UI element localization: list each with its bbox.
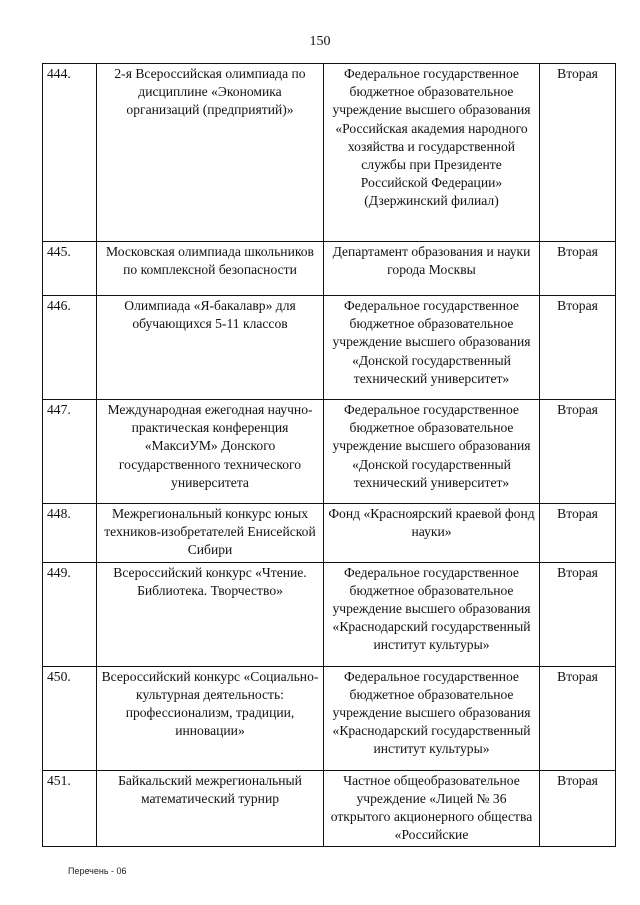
event-name: Байкальский межрегиональный математический турнир	[97, 770, 324, 847]
organizer: Федеральное государственное бюджетное образовательное учреждение высшего образования «Краснодарский государственный институт культуры»	[324, 666, 540, 770]
table-row	[43, 242, 616, 296]
organizer: Фонд «Красноярский краевой фонд науки»	[324, 504, 540, 563]
page-number: 150	[309, 34, 331, 49]
table-row	[43, 770, 616, 847]
level: Вторая	[540, 666, 616, 770]
event-name: Олимпиада «Я-бакалавр» для обучающихся 5-11 классов	[97, 296, 324, 400]
organizer: Федеральное государственное бюджетное образовательное учреждение высшего образования «Донской государственный технический университет»	[324, 296, 540, 400]
event-name: Международная ежегодная научно-практическая конференция «МаксиУМ» Донского государственного технического университета	[97, 400, 324, 504]
event-name: Всероссийский конкурс «Социально-культурная деятельность: профессионализм, традиции, инновации»	[97, 666, 324, 770]
row-number: 447.	[43, 400, 97, 504]
table-row	[43, 296, 616, 400]
row-number: 450.	[43, 666, 97, 770]
event-name: Всероссийский конкурс «Чтение. Библиотека. Творчество»	[97, 562, 324, 666]
level: Вторая	[540, 562, 616, 666]
event-name: 2-я Всероссийская олимпиада по дисциплине «Экономика организаций (предприятий)»	[97, 64, 324, 242]
level: Вторая	[540, 400, 616, 504]
level: Вторая	[540, 296, 616, 400]
level: Вторая	[540, 242, 616, 296]
row-number: 448.	[43, 504, 97, 563]
row-number: 445.	[43, 242, 97, 296]
organizer: Частное общеобразовательное учреждение «Лицей № 36 открытого акционерного общества «Российские	[324, 770, 540, 847]
footer-label: Перечень - 06	[68, 866, 127, 876]
row-number: 451.	[43, 770, 97, 847]
table-row	[43, 64, 616, 242]
table-row	[43, 666, 616, 770]
level: Вторая	[540, 504, 616, 563]
organizer: Департамент образования и науки города Москвы	[324, 242, 540, 296]
table-row	[43, 562, 616, 666]
organizer: Федеральное государственное бюджетное образовательное учреждение высшего образования «Российская академия народного хозяйства и государственной службы при Президенте Российской Федерации» (Дзержинский филиал)	[324, 64, 540, 242]
event-name: Московская олимпиада школьников по комплексной безопасности	[97, 242, 324, 296]
level: Вторая	[540, 770, 616, 847]
table-row	[43, 504, 616, 563]
row-number: 449.	[43, 562, 97, 666]
table-row	[43, 400, 616, 504]
event-name: Межрегиональный конкурс юных техников-изобретателей Енисейской Сибири	[97, 504, 324, 563]
level: Вторая	[540, 64, 616, 242]
organizer: Федеральное государственное бюджетное образовательное учреждение высшего образования «Донской государственный технический университет»	[324, 400, 540, 504]
organizer: Федеральное государственное бюджетное образовательное учреждение высшего образования «Краснодарский государственный институт культуры»	[324, 562, 540, 666]
row-number: 446.	[43, 296, 97, 400]
olympiad-table	[42, 63, 616, 847]
row-number: 444.	[43, 64, 97, 242]
